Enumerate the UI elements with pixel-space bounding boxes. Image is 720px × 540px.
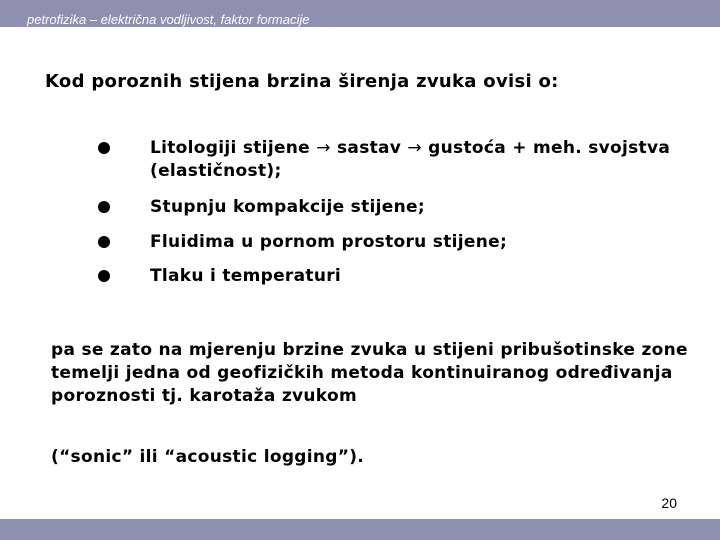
body-paragraph: pa se zato na mjerenju brzine zvuka u stijeni pribušotinske zone temelji jedna od geofizičkih metoda kontinuiranog određivanja poroznosti tj. karotaža zvukom: [51, 340, 688, 406]
bullet-dot-icon: [98, 201, 110, 213]
bullet-text: Stupnju kompakcije stijene;: [150, 197, 425, 217]
arrow-right-icon: →: [316, 138, 331, 158]
bullet-text: Fluidima u pornom prostoru stijene;: [150, 232, 508, 252]
header-divider: [0, 27, 720, 28]
bottom-bar: [0, 519, 720, 540]
bullet-dot-icon: [98, 270, 110, 282]
bullet-text: Tlaku i temperaturi: [150, 266, 342, 286]
intro-text: Kod poroznih stijena brzina širenja zvuka ovisi o:: [45, 71, 559, 92]
bullet-text: Litologiji stijene → sastav → gustoća + meh. svojstva (elastičnost);: [150, 138, 671, 181]
bullet-dot-icon: [98, 236, 110, 248]
arrow-right-icon: →: [407, 138, 422, 158]
page-number: 20: [661, 495, 677, 511]
bullet-dot-icon: [98, 142, 110, 154]
header-title: petrofizika – električna vodljivost, faktor formacije: [27, 12, 310, 27]
sonic-logging-note: (“sonic” ili “acoustic logging”).: [51, 447, 365, 467]
